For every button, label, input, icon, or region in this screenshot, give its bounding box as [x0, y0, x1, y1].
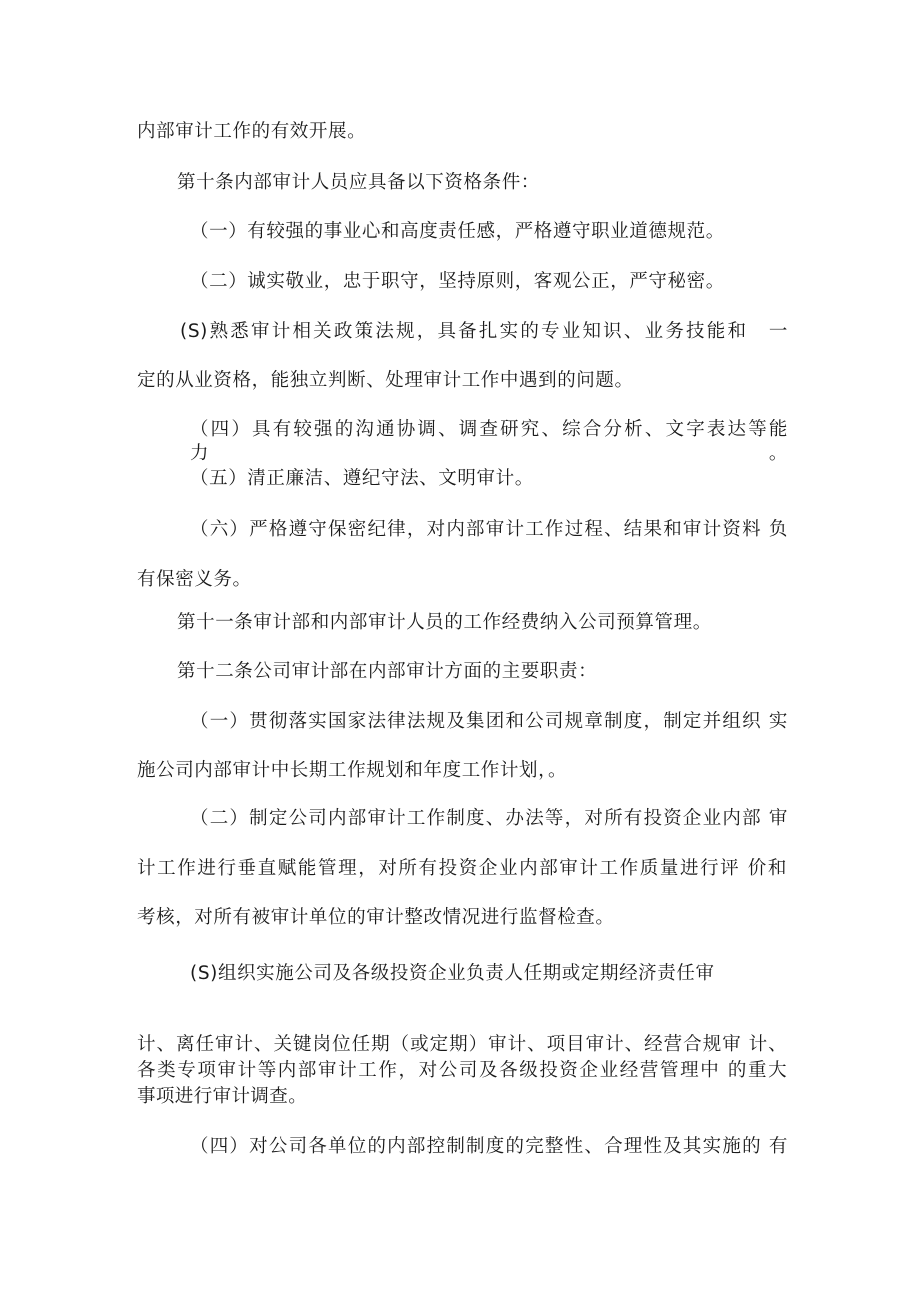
article-11-heading: 第十一条审计部和内部审计人员的工作经费纳入公司预算管理。	[177, 612, 712, 633]
paragraph-line: 定的从业资格，能独立判断、处理审计工作中遇到的问题。	[137, 370, 634, 391]
paragraph-line: 计工作进行垂直赋能管理，对所有投资企业内部审计工作质量进行评 价和	[137, 858, 787, 879]
paragraph-line: 有保密义务。	[137, 569, 252, 590]
list-item: （一）有较强的事业心和高度责任感，严格遵守职业道德规范。	[190, 221, 725, 242]
paragraph-line: 事项进行审计调查。	[137, 1086, 308, 1107]
paragraph-line: 计、离任审计、关键岗位任期（或定期）审计、项目审计、经营合规审 计、	[137, 1034, 787, 1055]
list-item: (S)熟悉审计相关政策法规，具备扎实的专业知识、业务技能和 一	[180, 321, 788, 342]
list-item: （二）诚实敬业，忠于职守，坚持原则，客观公正，严守秘密。	[190, 271, 725, 292]
list-item: （四）具有较强的沟通协调、调查研究、综合分析、文字表达等能 力。	[190, 419, 788, 464]
paragraph-line: 各类专项审计等内部审计工作，对公司及各级投资企业经营管理中 的重大	[137, 1060, 787, 1081]
article-12-heading: 第十二条公司审计部在内部审计方面的主要职责：	[177, 661, 598, 682]
paragraph-line: 考核，对所有被审计单位的审计整改情况进行监督检查。	[137, 907, 615, 928]
list-item: （二）制定公司内部审计工作制度、办法等，对所有投资企业内部 审	[190, 808, 788, 829]
list-item: （六）严格遵守保密纪律，对内部审计工作过程、结果和审计资料 负	[190, 519, 788, 540]
article-10-heading: 第十条内部审计人员应具备以下资格条件：	[177, 172, 540, 193]
paragraph-line: 施公司内部审计中长期工作规划和年度工作计划，。	[137, 760, 568, 781]
list-item: （四）对公司各单位的内部控制制度的完整性、合理性及其实施的 有	[190, 1136, 788, 1157]
list-item: （一）贯彻落实国家法律法规及集团和公司规章制度，制定并组织 实	[190, 711, 788, 732]
list-item: (S)组织实施公司及各级投资企业负责人任期或定期经济责任审	[190, 963, 715, 984]
list-item: （五）清正廉洁、遵纪守法、文明审计。	[190, 468, 534, 489]
paragraph-line: 内部审计工作的有效开展。	[137, 121, 367, 142]
